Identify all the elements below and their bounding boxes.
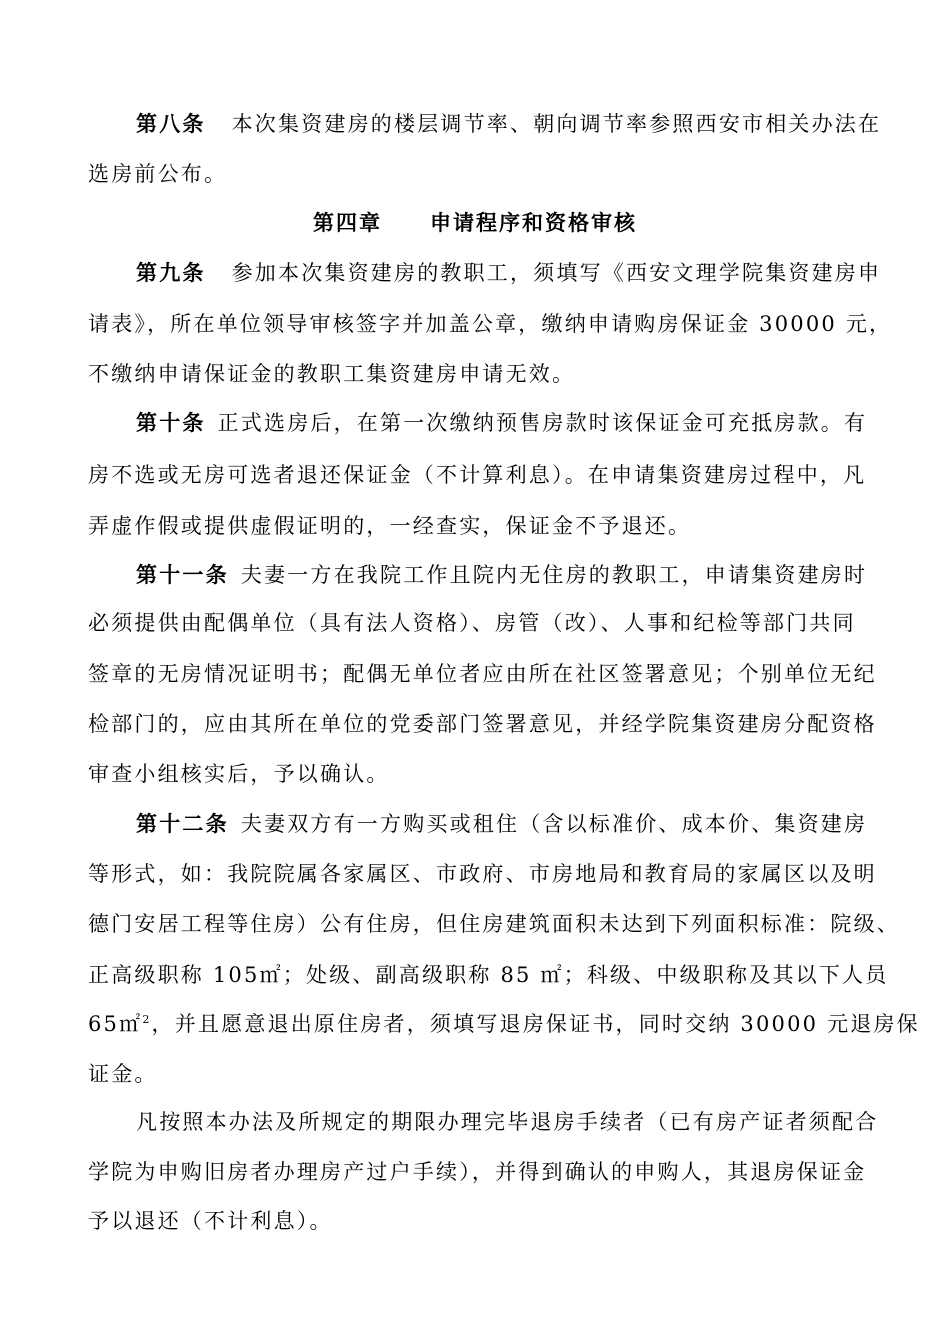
article-12-line-6: 证金。 [88,1062,158,1086]
paragraph-line-1: 凡按照本办法及所规定的期限办理完毕退房手续者（已有房产证者须配合 [136,1110,879,1134]
article-11-line-1 [136,561,906,589]
article-12-line-5-a: 65㎡ [88,1012,143,1036]
article-12-label: 第十二条 [136,811,229,836]
article-12-line-1 [136,810,906,838]
article-9-line-3: 不缴纳申请保证金的教职工集资建房申请无效。 [88,362,576,386]
article-11-line-5: 审查小组核实后，予以确认。 [88,762,390,786]
article-12-line-4 [88,961,889,989]
superscript: 2 [142,1013,152,1026]
article-8-line-2: 选房前公布。 [88,162,228,186]
article-10-line-2: 房不选或无房可选者退还保证金（不计算利息）。在申请集资建房过程中，凡 [88,463,867,487]
article-11-label: 第十一条 [136,562,229,587]
article-12-line-4-a: 正高级职称 105㎡ [88,963,283,987]
article-11-text: 夫妻一方在我院工作且院内无住房的教职工，申请集资建房时 [240,563,868,587]
article-12-text: 夫妻双方有一方购买或租住（含以标准价、成本价、集资建房 [240,812,868,836]
chapter-title: 申请程序和资格审核 [430,210,637,235]
article-10-line-1 [136,409,906,437]
article-10-text: 正式选房后，在第一次缴纳预售房款时该保证金可充抵房款。有 [217,411,868,435]
article-12-line-5-b: ，并且愿意退出原住房者，须填写退房保证书，同时交纳 30000 元退房保 [151,1012,920,1036]
article-9-label: 第九条 [136,260,206,285]
article-12-line-2: 等形式，如：我院院属各家属区、市政府、市房地局和教育局的家属区以及明 [88,862,877,886]
paragraph-line-2: 学院为申购旧房者办理房产过户手续），并得到确认的申购人，其退房保证金 [88,1160,867,1184]
article-11-line-3: 签章的无房情况证明书；配偶无单位者应由所在社区签署意见；个别单位无纪 [88,662,877,686]
article-10-label: 第十条 [136,410,206,435]
article-12-line-5 [88,1010,920,1038]
article-8-text: 本次集资建房的楼层调节率、朝向调节率参照西安市相关办法在 [231,112,882,136]
article-9-text: 参加本次集资建房的教职工，须填写《西安文理学院集资建房申 [231,261,882,285]
article-9-line-1 [136,259,906,287]
paragraph-line-3: 予以退还（不计利息）。 [88,1209,333,1233]
article-11-line-4: 检部门的，应由其所在单位的党委部门签署意见，并经学院集资建房分配资格 [88,712,877,736]
article-8-line-1 [136,110,906,138]
chapter-number: 第四章 [313,210,382,235]
article-10-line-3: 弄虚作假或提供虚假证明的，一经查实，保证金不予退还。 [88,514,692,538]
article-11-line-2: 必须提供由配偶单位（具有法人资格）、房管（改）、人事和纪检等部门共同 [88,611,856,635]
article-12-line-3: 德门安居工程等住房）公有住房，但住房建筑面积未达到下列面积标准：院级、 [88,912,900,936]
article-12-line-4-c: ；科级、中级职称及其以下人员 [563,963,889,987]
chapter-heading [0,209,950,237]
article-8-label: 第八条 [136,111,206,136]
article-12-line-4-b: ；处级、副高级职称 85 ㎡ [282,963,564,987]
article-9-line-2: 请表》，所在单位领导审核签字并加盖公章，缴纳申请购房保证金 30000 元， [88,312,893,336]
